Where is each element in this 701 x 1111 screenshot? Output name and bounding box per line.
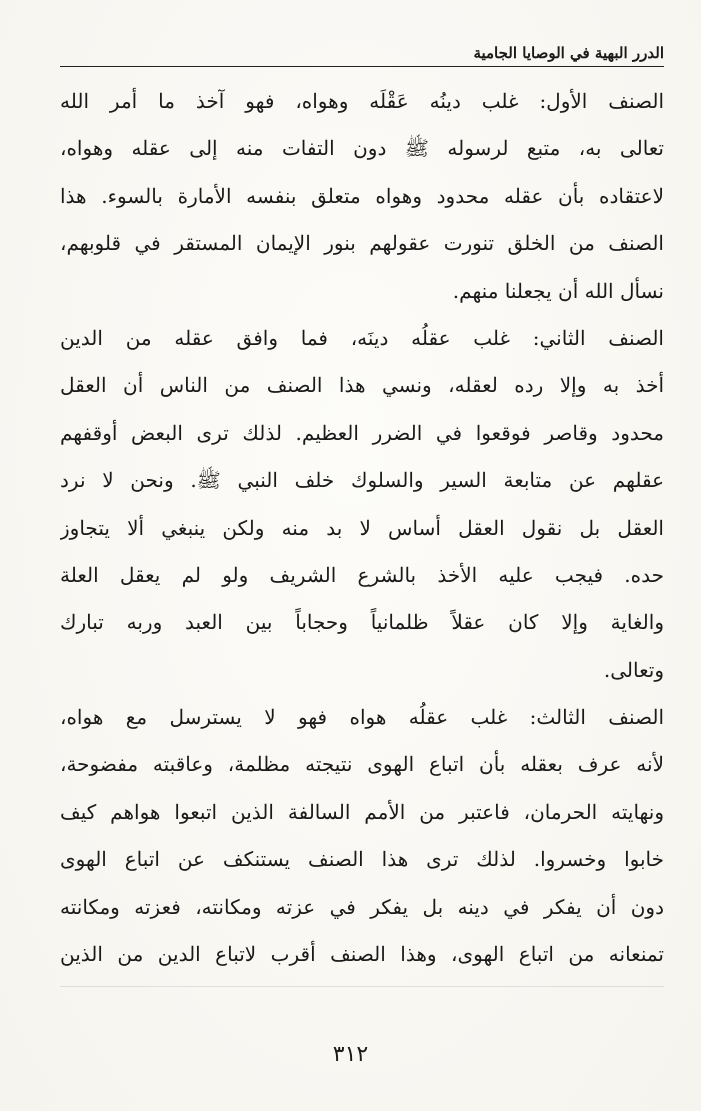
text-line: عقلهم عن متابعة السير والسلوك خلف النبي ﷺ. ونحن لا نرد [60,468,664,493]
running-header [60,42,664,70]
text-line: الصنف الثالث: غلب عقلُه هواه فهو لا يسترسل مع هواه، [60,705,664,730]
text-line: الصنف من الخلق تنورت عقولهم بنور الإيمان المستقر في قلوبهم، [60,231,664,256]
text-line: العقل بل نقول العقل أساس لا بد منه ولكن ينبغي ألا يتجاوز [60,515,664,540]
text-line: خابوا وخسروا. لذلك ترى هذا الصنف يستنكف عن اتباع الهوى [60,847,664,872]
text-line: تمنعانه من اتباع الهوى، وهذا الصنف أقرب لاتباع الدين من الذين [60,942,664,967]
text-line: حده. فيجب عليه الأخذ بالشرع الشريف ولو لم يعقل العلة [60,562,664,587]
text-line: لأنه عرف بعقله بأن اتباع الهوى نتيجته مظلمة، وعاقبته مفضوحة، [60,752,664,777]
page-number: ٣١٢ [332,1042,369,1067]
text-line: لاعتقاده بأن عقله محدود وهواه متعلق بنفسه الأمارة بالسوء. هذا [60,183,664,208]
show-through-rule [60,986,664,987]
text-line: تعالى به، متبع لرسوله ﷺ دون التفات منه إلى عقله وهواه، [60,136,664,161]
text-line: الصنف الأول: غلب دينُه عَقْلَه وهواه، فهو آخذ ما أمر الله [60,89,664,113]
body-text [60,78,664,978]
text-line: دون أن يفكر في دينه بل يفكر في عزته ومكانته، فعزته ومكانته [60,894,664,919]
text-line: محدود وقاصر فوقعوا في الضرر العظيم. لذلك ترى البعض أوقفهم [60,420,664,445]
text-line: وتعالى. [603,657,664,682]
text-line: نسأل الله أن يجعلنا منهم. [452,278,664,303]
text-line: ونهايته الحرمان، فاعتبر من الأمم السالفة الذين اتبعوا هواهم كيف [60,799,664,824]
text-line: أخذ به وإلا رده لعقله، ونسي هذا الصنف من الناس أن العقل [60,373,664,398]
header-rule [60,66,664,67]
text-line: الصنف الثاني: غلب عقلُه دينَه، فما وافق عقله من الدين [60,325,664,350]
text-line: والغاية وإلا كان عقلاً ظلمانياً وحجاباً بين العبد وربه تبارك [60,610,664,635]
running-header-title: الدرر البهية في الوصايا الجامية [473,44,664,62]
